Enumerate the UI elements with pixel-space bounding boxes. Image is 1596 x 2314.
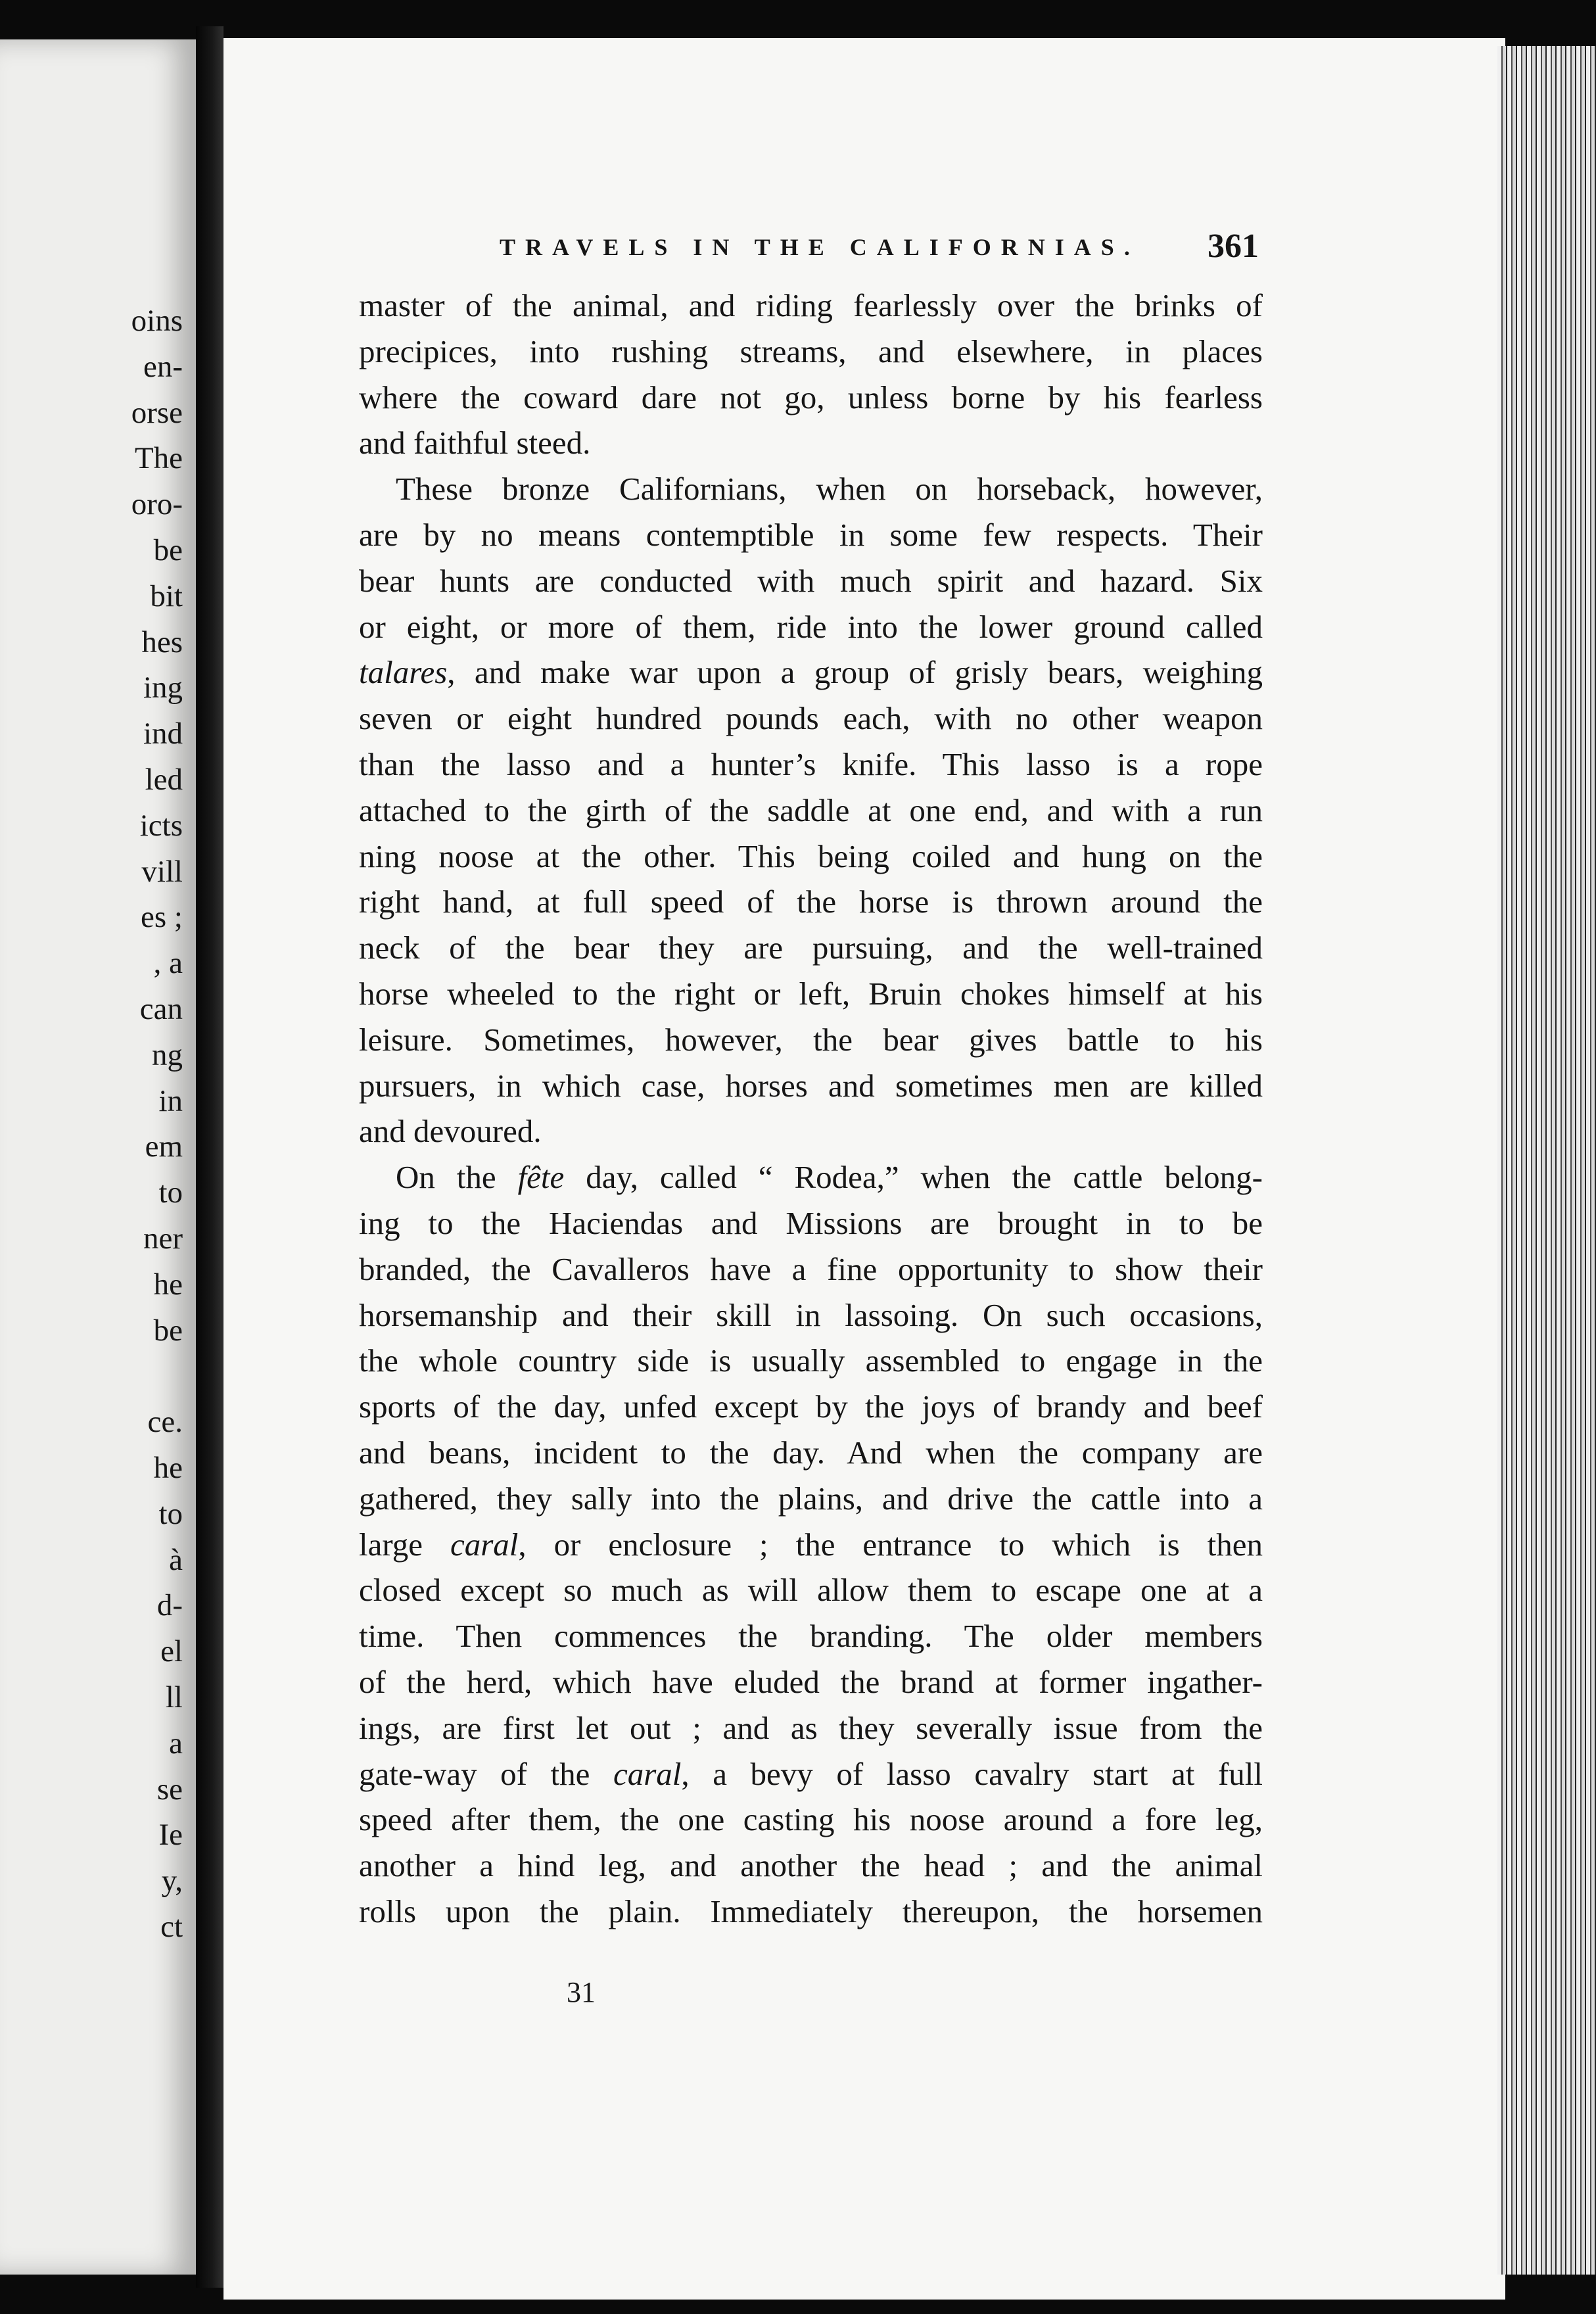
left-page-fragment: Ie [158, 1818, 183, 1853]
left-page-fragment: em [145, 1129, 183, 1164]
text-line [359, 1751, 1263, 1797]
left-page-fragment: , a [153, 946, 183, 981]
left-page-fragment: oins [131, 304, 183, 338]
text-segment: neck of the bear they are pursuing, and the well-trained [359, 930, 1263, 966]
text-line [359, 283, 1263, 329]
italic-term: fête [517, 1159, 565, 1196]
text-segment: ings, are first let out ; and as they severally issue from the [359, 1709, 1263, 1746]
text-line [359, 1017, 1263, 1063]
text-segment: of the herd, which have eluded the brand at former ingather- [359, 1663, 1263, 1700]
text-segment: precipices, into rushing streams, and elsewhere, in places [359, 333, 1263, 369]
italic-term: caral [613, 1755, 682, 1792]
text-line [359, 1246, 1263, 1292]
text-line [359, 1659, 1263, 1705]
left-page-fragment: vill [141, 854, 183, 889]
italic-term: talares [359, 654, 448, 691]
left-page-fragment: led [145, 763, 183, 797]
left-page-fragment: oro- [131, 487, 183, 522]
text-segment: master of the animal, and riding fearlessly over the brinks of [359, 287, 1263, 323]
text-line [359, 879, 1263, 925]
text-line [359, 466, 1263, 512]
left-page-fragment: en- [143, 349, 183, 384]
left-page-fragment: be [153, 533, 183, 567]
text-segment: closed except so much as will allow them to escape one at a [359, 1572, 1263, 1609]
text-line [359, 1384, 1263, 1430]
text-segment: seven or eight hundred pounds each, with no other weapon [359, 700, 1263, 737]
left-page-fragment: se [156, 1772, 183, 1806]
running-head: TRAVELS IN THE CALIFORNIAS. [500, 234, 1140, 260]
text-segment: sports of the day, unfed except by the joys of brandy and beef [359, 1388, 1263, 1425]
text-line [359, 1063, 1263, 1109]
left-page-fragment: bit [150, 578, 183, 613]
text-line [359, 1522, 1263, 1568]
left-page-fragment: ce. [147, 1405, 183, 1440]
text-segment: pursuers, in which case, horses and sometimes men are killed [359, 1067, 1263, 1104]
text-segment: and faithful steed. [359, 425, 591, 461]
text-line [359, 1430, 1263, 1476]
body-text [359, 283, 1263, 1935]
text-segment: another a hind leg, and another the head ; and the animal [359, 1847, 1263, 1884]
text-segment: On the [396, 1159, 518, 1196]
text-segment: gate-way of the [359, 1755, 613, 1792]
left-page-fragment: ind [143, 717, 183, 751]
text-line [359, 329, 1263, 375]
text-segment: , and make war upon a group of grisly bears, weighing [447, 654, 1263, 691]
text-line [359, 375, 1263, 421]
text-line [359, 834, 1263, 880]
text-segment: or eight, or more of them, ride into the lower ground called [359, 608, 1263, 645]
left-page-fragment: ing [143, 671, 183, 705]
left-page-fragment: in [158, 1083, 183, 1118]
text-line [359, 742, 1263, 788]
text-line [359, 1567, 1263, 1613]
text-segment: large [359, 1526, 450, 1563]
left-page-fragment: be [153, 1313, 183, 1348]
left-page-fragment: hes [141, 625, 183, 659]
text-line [359, 649, 1263, 696]
text-line [359, 1797, 1263, 1843]
text-segment: where the coward dare not go, unless borne by his fearless [359, 379, 1263, 415]
text-segment: horse wheeled to the right or left, Bruin chokes himself at his [359, 975, 1263, 1012]
book-gutter [196, 26, 223, 2288]
text-line [359, 1338, 1263, 1384]
text-line [359, 1843, 1263, 1889]
text-segment: , or enclosure ; the entrance to which is then [518, 1526, 1263, 1563]
left-page-fragment: ng [152, 1037, 183, 1072]
left-page-fragment: ct [160, 1910, 183, 1944]
text-line [359, 1108, 1263, 1154]
text-line [359, 420, 1263, 466]
left-page-fragment: d- [156, 1588, 183, 1623]
text-segment: the whole country side is usually assembled to engage in the [359, 1342, 1263, 1379]
text-segment: , a bevy of lasso cavalry start at full [681, 1755, 1263, 1792]
italic-term: caral [450, 1526, 519, 1563]
text-line [359, 925, 1263, 971]
text-line [359, 1292, 1263, 1338]
text-segment: than the lasso and a hunter’s knife. This lasso is a rope [359, 745, 1263, 782]
text-segment: day, called “ Rodea,” when the cattle belong- [564, 1159, 1263, 1196]
text-segment: horsemanship and their skill in lassoing. On such occasions, [359, 1296, 1263, 1333]
text-segment: ning noose at the other. This being coiled and hung on the [359, 838, 1263, 874]
text-segment: These bronze Californians, when on horseback, however, [396, 471, 1263, 508]
text-segment: bear hunts are conducted with much spirit and hazard. Six [359, 562, 1263, 599]
left-page-fragment: he [153, 1451, 183, 1485]
left-page-fragment: ll [165, 1680, 183, 1714]
text-segment: branded, the Cavalleros have a fine opportunity to show their [359, 1250, 1263, 1287]
text-segment: right hand, at full speed of the horse is thrown around the [359, 884, 1263, 920]
left-page-fragment: a [169, 1726, 183, 1760]
left-page-fragment: es ; [141, 900, 183, 935]
text-segment: and beans, incident to the day. And when the company are [359, 1434, 1263, 1471]
text-line [359, 696, 1263, 742]
text-line [359, 1613, 1263, 1659]
text-segment: time. Then commences the branding. The older members [359, 1618, 1263, 1655]
left-page-fragment: à [169, 1542, 183, 1577]
left-page-fragment: to [158, 1175, 183, 1210]
text-line [359, 1154, 1263, 1200]
page-number: 361 [1208, 227, 1259, 265]
text-line [359, 1889, 1263, 1935]
left-page-fragment: he [153, 1267, 183, 1302]
text-segment: gathered, they sally into the plains, and drive the cattle into a [359, 1480, 1263, 1517]
page-edges [1497, 46, 1596, 2275]
text-segment: rolls upon the plain. Immediately thereupon, the horsemen [359, 1893, 1263, 1929]
left-page-fragment: el [160, 1634, 183, 1669]
left-page-fragment: ner [143, 1221, 183, 1256]
text-segment: speed after them, the one casting his noose around a fore leg, [359, 1801, 1263, 1838]
text-segment: are by no means contemptible in some few respects. Their [359, 516, 1263, 553]
left-page-fragment: icts [139, 808, 183, 843]
left-page-fragment: orse [131, 395, 183, 430]
text-line [359, 788, 1263, 834]
text-line [359, 1705, 1263, 1751]
text-line [359, 604, 1263, 650]
left-page-fragment: can [139, 992, 183, 1026]
text-line [359, 512, 1263, 558]
text-line [359, 1200, 1263, 1246]
text-segment: ing to the Haciendas and Missions are brought in to be [359, 1204, 1263, 1241]
left-page-fragment: to [158, 1496, 183, 1531]
text-line [359, 971, 1263, 1017]
text-line [359, 558, 1263, 604]
text-segment: and devoured. [359, 1113, 542, 1150]
text-line [359, 1476, 1263, 1522]
text-segment: attached to the girth of the saddle at one end, and with a run [359, 791, 1263, 828]
left-page-fragment: y, [161, 1864, 183, 1899]
left-page-fragment: The [134, 441, 183, 476]
text-segment: leisure. Sometimes, however, the bear gives battle to his [359, 1021, 1263, 1058]
left-page-text-fragments [0, 39, 192, 2275]
left-page [0, 39, 196, 2275]
signature-mark: 31 [567, 1976, 596, 2008]
